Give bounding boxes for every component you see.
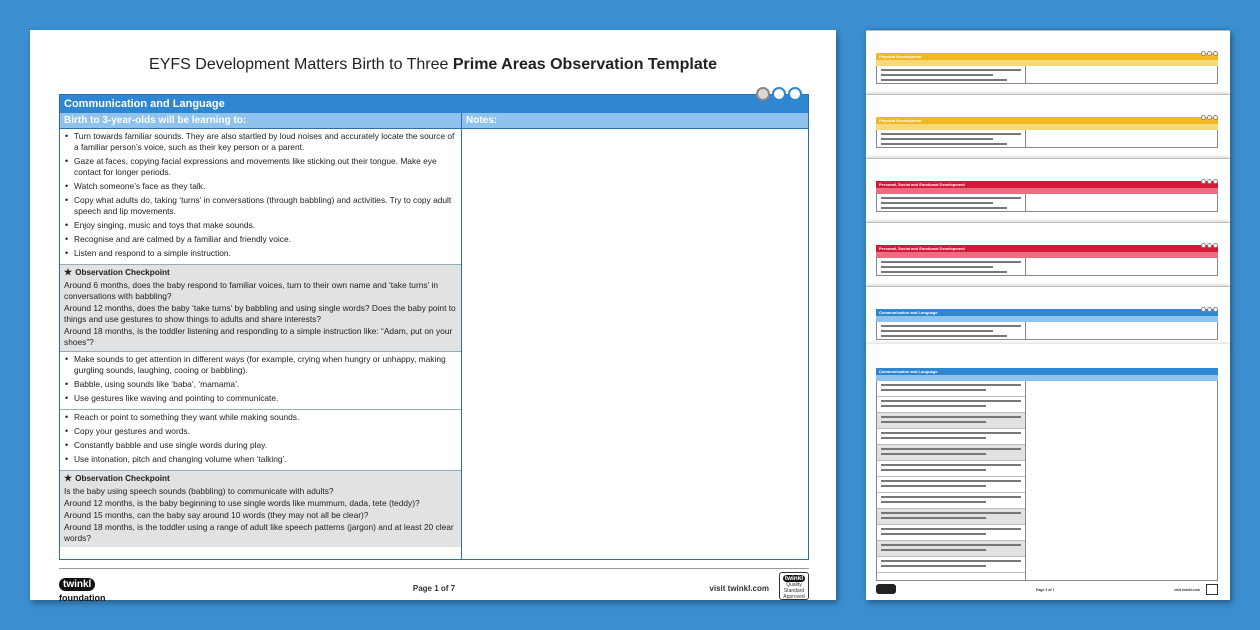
list-item: • Watch someone’s face as they talk. bbox=[64, 181, 457, 192]
learning-list bbox=[64, 412, 457, 465]
page-title: EYFS Development Matters Birth to Three Prime Areas Observation Template bbox=[149, 56, 717, 73]
notes-area[interactable] bbox=[462, 129, 808, 559]
tab-dot-icon bbox=[756, 87, 770, 101]
list-item: • Use gestures like waving and pointing to communicate. bbox=[64, 393, 457, 404]
page-number: Page 1 of 7 bbox=[412, 584, 456, 593]
learning-list bbox=[64, 131, 457, 259]
page-footer bbox=[59, 568, 809, 603]
twinkl-foundation-logo: twinkl foundation bbox=[59, 579, 106, 603]
thumbnail-page[interactable] bbox=[866, 222, 1230, 284]
list-item: • Recognise and are calmed by a familiar and friendly voice. bbox=[64, 234, 457, 245]
learning-column-header: Birth to 3-year-olds will be learning to: bbox=[60, 113, 462, 129]
checkpoint-question: Is the baby using speech sounds (babbling) to communicate with adults? bbox=[64, 486, 334, 496]
thumbnail-page[interactable] bbox=[866, 286, 1230, 348]
list-item: • Constantly babble and use single words during play. bbox=[64, 440, 457, 451]
thumbnail-page[interactable] bbox=[866, 30, 1230, 92]
checkpoint-question: Around 18 months, is the toddler listening and responding to a simple instruction like: “Adam, put on your shoes”? bbox=[64, 326, 453, 347]
list-item: • Copy your gestures and words. bbox=[64, 426, 457, 437]
tab-dot-icon bbox=[788, 87, 802, 101]
checkpoint-question: Around 12 months, does the baby ‘take turns’ by babbling and using single words? Does the baby point to things and use gestures to show things to adults and share interests? bbox=[64, 303, 456, 324]
list-item: • Babble, using sounds like ‘baba’, ‘mamama’. bbox=[64, 379, 457, 390]
thumbnail-header: Physical Development bbox=[876, 53, 1218, 60]
tab-indicators bbox=[756, 87, 802, 101]
thumbnail-page-number: Page 2 of 7 bbox=[1036, 588, 1055, 592]
thumbnail-page[interactable]: Communication and Language Page 2 of 7 visit twinkl.com bbox=[866, 344, 1230, 600]
tab-dot-icon bbox=[772, 87, 786, 101]
list-item: • Copy what adults do, taking ‘turns’ in conversations (through babbling) and activities. Try to copy adult speech and lip movements. bbox=[64, 195, 457, 217]
document-page bbox=[30, 30, 836, 603]
badge-icon bbox=[1206, 584, 1218, 595]
thumbnail-page[interactable] bbox=[866, 94, 1230, 156]
checkpoint-question: Around 6 months, does the baby respond to familiar voices, turn to their own name and ‘take turns’ in conversations with babbling? bbox=[64, 280, 438, 301]
quality-badge-icon: twinkl Quality Standard Approved bbox=[779, 572, 809, 600]
section-header: Communication and Language bbox=[60, 95, 808, 113]
learning-column bbox=[60, 129, 462, 559]
learning-list bbox=[64, 354, 457, 404]
observation-checkpoint: ★ Observation Checkpoint Is the baby using speech sounds (babbling) to communicate with adults? Around 12 months, is the baby beginning to use single words like mummum, dada, tete (teddy)? Around 15 months, can the baby say around 10 words (they may not all be clear)? Around 18 months, is the toddler using a range of adult like speech patterns (jargon) and at least 20 clear words? bbox=[60, 471, 461, 547]
list-item: • Turn towards familiar sounds. They are also startled by loud noises and accurately locate the source of a familiar person’s voice, such as their key person or a parent. bbox=[64, 131, 457, 153]
learning-block bbox=[60, 352, 461, 410]
checkpoint-question: Around 15 months, can the baby say around 10 words (they may not all be clear)? bbox=[64, 510, 369, 520]
list-item: • Gaze at faces, copying facial expressions and movements like sticking out their tongue. Make eye contact for longer periods. bbox=[64, 156, 457, 178]
list-item: • Listen and respond to a simple instruction. bbox=[64, 248, 457, 259]
learning-block bbox=[60, 410, 461, 471]
thumbnail-header: Personal, Social and Emotional Development bbox=[876, 245, 1218, 252]
list-item: • Make sounds to get attention in different ways (for example, crying when hungry or unhappy, making gurgling sounds, laughing, cooing or babbling). bbox=[64, 354, 457, 376]
twinkl-logo-icon bbox=[876, 584, 896, 594]
learning-block bbox=[60, 129, 461, 265]
list-item: • Use intonation, pitch and changing volume when ‘talking’. bbox=[64, 454, 457, 465]
thumbnail-header: Personal, Social and Emotional Development bbox=[876, 181, 1218, 188]
thumbnail-header: Physical Development bbox=[876, 117, 1218, 124]
list-item: • Enjoy singing, music and toys that make sounds. bbox=[64, 220, 457, 231]
checkpoint-question: Around 18 months, is the toddler using a range of adult like speech patterns (jargon) and at least 20 clear words? bbox=[64, 522, 454, 543]
thumbnail-header: Communication and Language bbox=[876, 368, 1218, 375]
star-icon: ★ bbox=[64, 473, 73, 483]
list-item: • Reach or point to something they want while making sounds. bbox=[64, 412, 457, 423]
thumbnail-page[interactable] bbox=[866, 158, 1230, 220]
star-icon: ★ bbox=[64, 267, 73, 277]
checkpoint-question: Around 12 months, is the baby beginning to use single words like mummum, dada, tete (teddy)? bbox=[64, 498, 420, 508]
visit-link[interactable]: visit twinkl.com bbox=[709, 584, 769, 593]
thumbnail-header: Communication and Language bbox=[876, 309, 1218, 316]
observation-checkpoint: ★ Observation Checkpoint Around 6 months, does the baby respond to familiar voices, turn to their own name and ‘take turns’ in conversations with babbling? Around 12 months, does the baby ‘take turns’ by babbling and using single words? Does the baby point to things and use gestures to show things to adults and share interests? Around 18 months, is the toddler listening and responding to a simple instruction like: “Adam, put on your shoes”? bbox=[60, 265, 461, 352]
observation-table bbox=[59, 94, 809, 560]
notes-column-header: Notes: bbox=[462, 113, 808, 129]
